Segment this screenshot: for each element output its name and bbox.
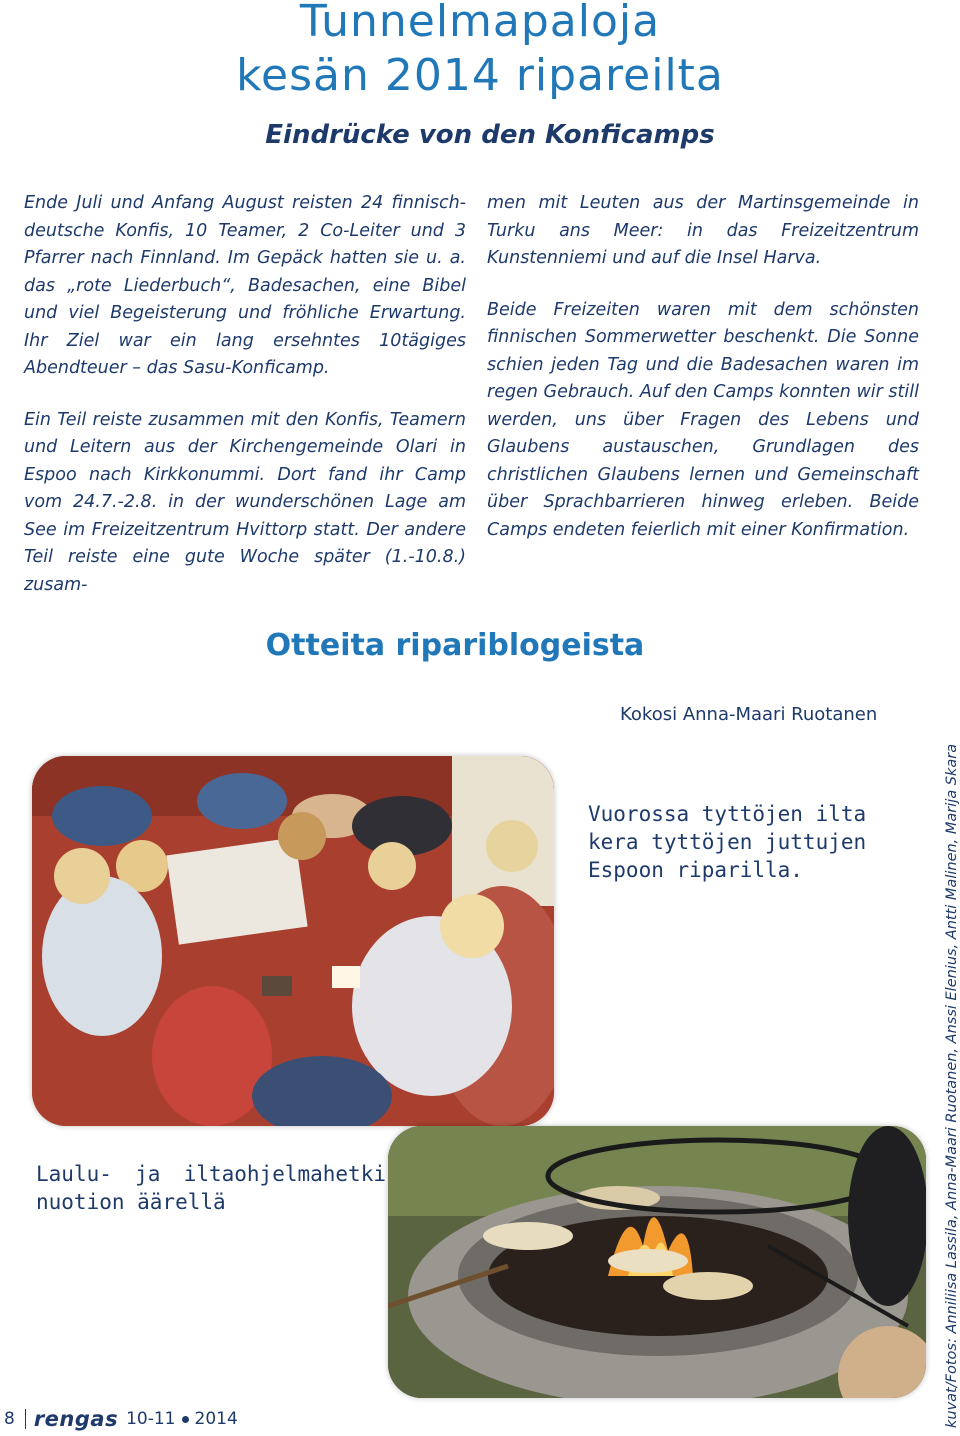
campfire-photo bbox=[388, 1126, 926, 1398]
footer-divider bbox=[25, 1409, 26, 1429]
article-paragraph: Ein Teil reiste zusammen mit den Konfis, Teamern und Leitern aus der Kirchengemeinde Olari in Espoo nach Kirkkonummi. Dort fand ihr Camp vom 24.7.-2.8. in der wunderschönen Lage am See im Freizeitzentrum Hvittorp statt. Der andere Teil reiste eine gute Woche später (1.-10.8.) zusam- bbox=[24, 409, 466, 595]
article-paragraph: Beide Freizeiten waren mit dem schönsten finnischen Sommerwetter beschenkt. Die Sonne schien jeden Tag und die Badesachen waren im regen Gebrauch. Auf den Camps konnten wir still werden, uns über Fragen des Lebens und Glaubens austauschen, Grundlagen des christlichen Glaubens lernen und Gemeinschaft über Sprachbarrieren hinweg erleben. Beide Camps endeten feierlich mit einer Konfirmation. bbox=[487, 299, 919, 540]
subtitle: Eindrücke von den Konficamps bbox=[265, 120, 715, 150]
page-number: 8 bbox=[4, 1409, 15, 1429]
bullet-dot-icon bbox=[182, 1416, 189, 1423]
article-paragraph: Ende Juli und Anfang August reisten 24 finnisch-deutsche Konfis, 10 Teamer, 2 Co-Leiter und 3 Pfarrer nach Finnland. Im Gepäck hatten sie u. a. das „rote Liederbuch“, Badesachen, eine Bibel und viel Begeisterung und fröhliche Erwartung. Ihr Ziel war ein lang ersehntes 10tägiges Abendteuer – das Sasu-Konficamp. bbox=[24, 193, 466, 378]
blog-section-heading: Otteita ripariblogeista bbox=[265, 628, 645, 663]
compiler-credit: Kokosi Anna-Maari Ruotanen bbox=[620, 704, 878, 725]
title-line-2: kesän 2014 ripareilta bbox=[236, 50, 724, 101]
issue-year: 2014 bbox=[194, 1409, 238, 1429]
page-footer bbox=[4, 1404, 238, 1434]
article-left-column bbox=[24, 190, 466, 623]
article-right-column bbox=[487, 190, 919, 568]
article-paragraph: men mit Leuten aus der Martinsgemeinde in Turku ans Meer: in das Freizeitzentrum Kunstenniemi und auf die Insel Harva. bbox=[487, 193, 919, 268]
photo-credits: kuvat/Fotos: Anniliisa Lassila, Anna-Maari Ruotanen, Anssi Elenius, Antti Malinen, Marija Skara bbox=[944, 743, 960, 1428]
caption-campfire: Laulu- ja iltaohjelmahetki nuotion äärellä bbox=[36, 1162, 386, 1214]
magazine-logo: rengas bbox=[33, 1407, 119, 1431]
title-line-1: Tunnelmapaloja bbox=[299, 0, 661, 47]
issue-number: 10-11 bbox=[126, 1409, 176, 1429]
caption-girls-evening: Vuorossa tyttöjen ilta kera tyttöjen juttujen Espoon riparilla. bbox=[588, 802, 867, 882]
girls-evening-photo bbox=[32, 756, 554, 1126]
